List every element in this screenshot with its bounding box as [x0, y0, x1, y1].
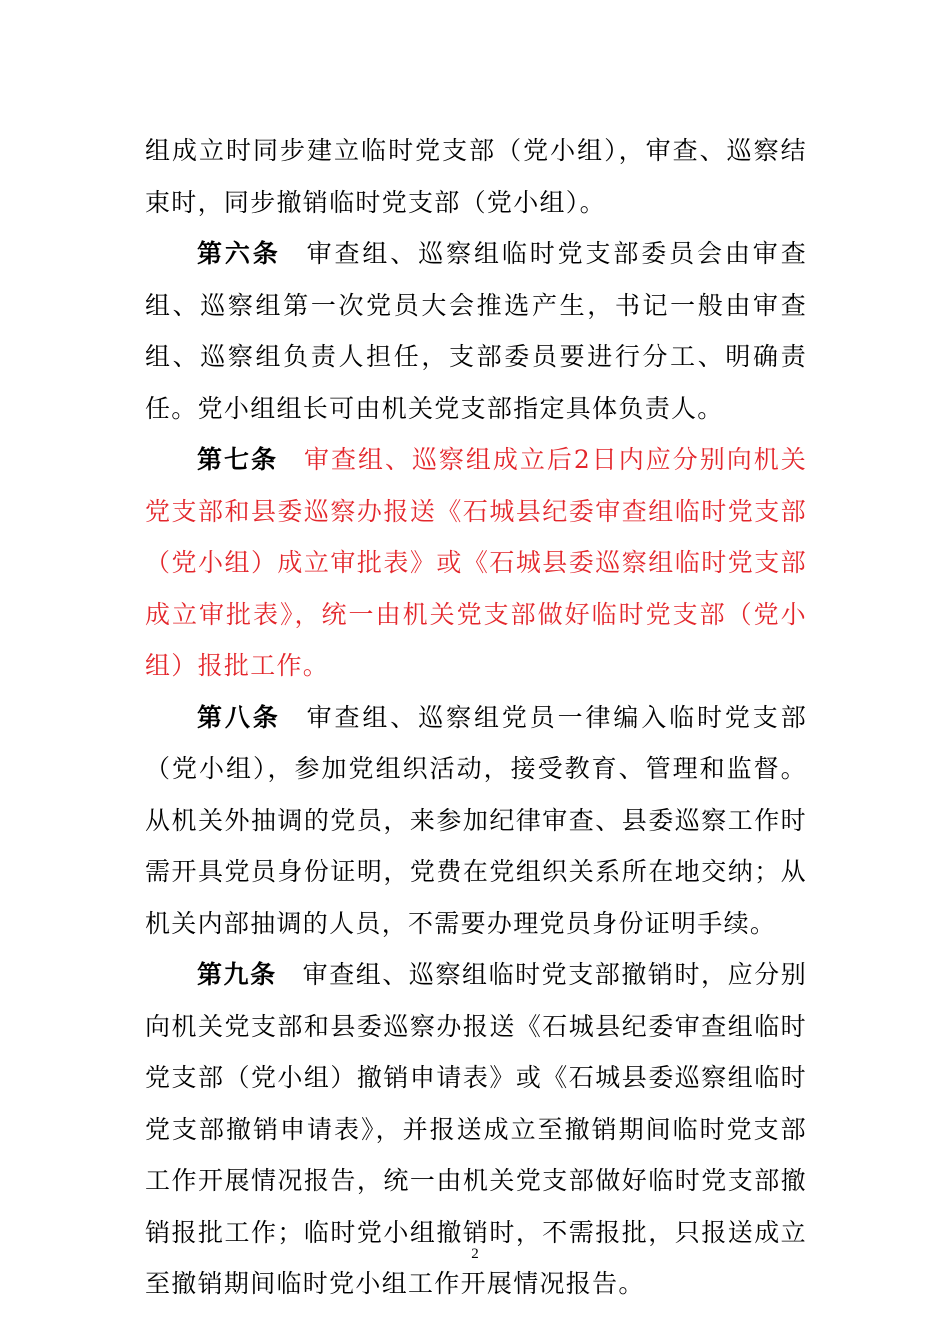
- article-label: 第七条: [197, 445, 278, 474]
- article-text-highlighted: 审查组、巡察组成立后2日内应分别向机关党支部和县委巡察办报送《石城县纪委审查组临时党支部（党小组）成立审批表》或《石城县委巡察组临时党支部成立审批表》，统一由机关党支部做好临时党支部（党小组）报批工作。: [145, 445, 808, 680]
- article-6: [145, 228, 807, 434]
- article-text: 审查组、巡察组党员一律编入临时党支部（党小组），参加党组织活动，接受教育、管理和监督。从机关外抽调的党员，来参加纪律审查、县委巡察工作时需开具党员身份证明，党费在党组织关系所在地交纳；从机关内部抽调的人员，不需要办理党员身份证明手续。: [145, 702, 807, 938]
- article-label: 第六条: [197, 239, 281, 268]
- document-body: [145, 125, 807, 1310]
- article-text: 审查组、巡察组临时党支部撤销时，应分别向机关党支部和县委巡察办报送《石城县纪委审查组临时党支部（党小组）撤销申请表》或《石城县委巡察组临时党支部撤销申请表》，并报送成立至撤销期间临时党支部工作开展情况报告，统一由机关党支部做好临时党支部撤销报批工作；临时党小组撤销时，不需报批，只报送成立至撤销期间临时党小组工作开展情况报告。: [145, 960, 807, 1298]
- article-text: 审查组、巡察组临时党支部委员会由审查组、巡察组第一次党员大会推选产生，书记一般由审查组、巡察组负责人担任，支部委员要进行分工、明确责任。党小组组长可由机关党支部指定具体负责人。: [145, 239, 807, 423]
- article-label: 第八条: [197, 702, 281, 732]
- article-7: [145, 434, 807, 692]
- article-8: [145, 692, 807, 950]
- article-label: 第九条: [197, 960, 277, 989]
- page-number: 2: [471, 1246, 479, 1262]
- paragraph-continuation: [145, 125, 807, 228]
- paragraph-text: 组成立时同步建立临时党支部（党小组），审查、巡察结束时，同步撤销临时党支部（党小组）。: [145, 136, 807, 217]
